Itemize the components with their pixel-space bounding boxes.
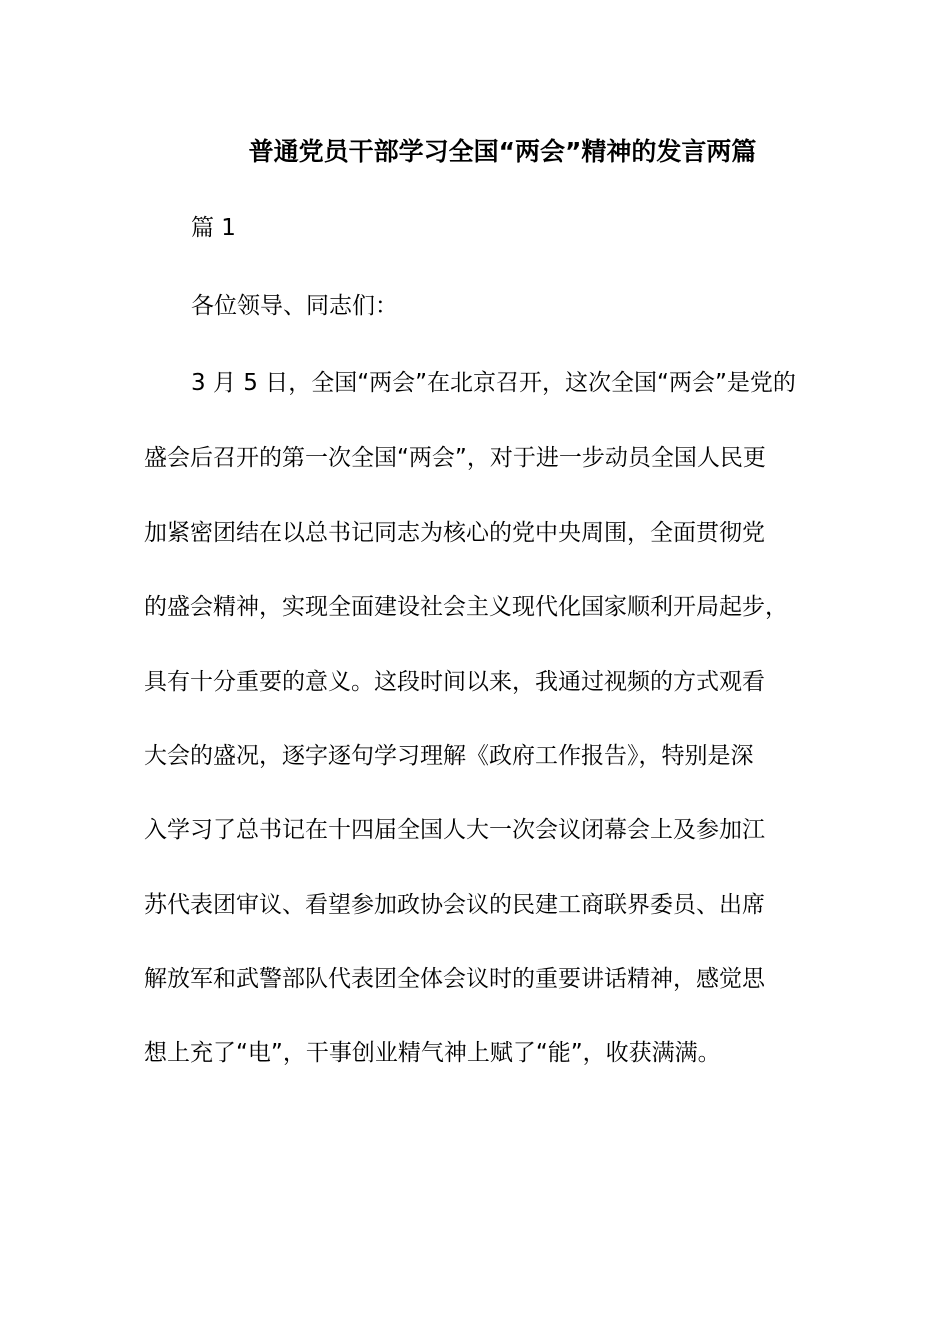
document-title: 普通党员干部学习全国“两会”精神的发言两篇 bbox=[248, 137, 757, 166]
paragraph-line: 解放军和武警部队代表团全体会议时的重要讲话精神，感觉思 bbox=[144, 966, 765, 992]
section-label: 篇 1 bbox=[191, 215, 236, 241]
paragraph-line: 的盛会精神，实现全面建设社会主义现代化国家顺利开局起步， bbox=[144, 594, 788, 620]
paragraph-line: 加紧密团结在以总书记同志为核心的党中央周围，全面贯彻党 bbox=[144, 520, 765, 546]
paragraph-line: 想上充了“电”，干事创业精气神上赋了“能”，收获满满。 bbox=[144, 1040, 721, 1066]
paragraph-line: 3 月 5 日，全国“两会”在北京召开，这次全国“两会”是党的 bbox=[191, 370, 796, 396]
salutation: 各位领导、同志们： bbox=[191, 293, 398, 319]
paragraph-line: 苏代表团审议、看望参加政协会议的民建工商联界委员、出席 bbox=[144, 892, 765, 918]
paragraph-line: 盛会后召开的第一次全国“两会”，对于进一步动员全国人民更 bbox=[144, 445, 766, 471]
paragraph-line: 入学习了总书记在十四届全国人大一次会议闭幕会上及参加江 bbox=[144, 817, 765, 843]
paragraph-line: 具有十分重要的意义。这段时间以来，我通过视频的方式观看 bbox=[144, 669, 765, 695]
paragraph-line: 大会的盛况，逐字逐句学习理解《政府工作报告》，特别是深 bbox=[144, 743, 754, 769]
